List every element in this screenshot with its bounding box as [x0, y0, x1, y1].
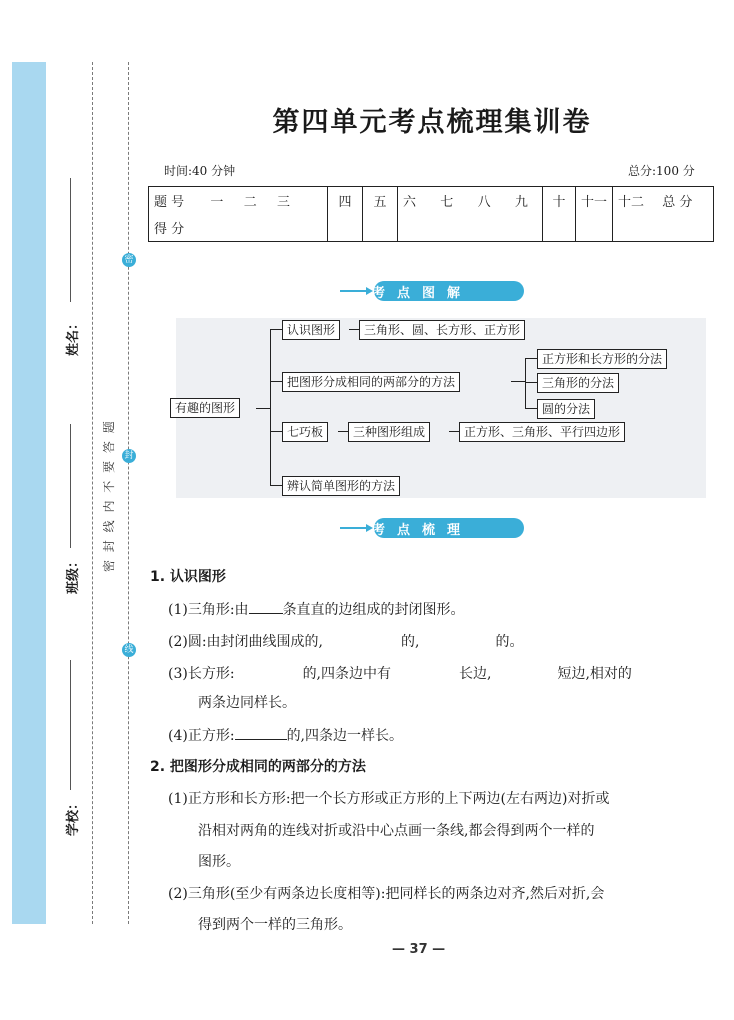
- connector: [270, 431, 282, 432]
- q1-1-text-a: (1)三角形:由: [168, 602, 249, 618]
- connector: [525, 408, 537, 409]
- seal-dashed-line-left: [92, 62, 93, 924]
- branch-recognize-shapes: 认识图形: [282, 320, 340, 340]
- col-5: 五: [363, 187, 398, 215]
- mindmap-root: 有趣的图形: [170, 398, 240, 418]
- split-square-rectangle: 正方形和长方形的分法: [537, 349, 667, 369]
- connector: [338, 431, 348, 432]
- branch-split-methods: 把图形分成相同的两部分的方法: [282, 372, 460, 392]
- branch-identify-method: 辨认简单图形的方法: [282, 476, 400, 496]
- col-8: 八: [477, 195, 491, 210]
- q1-2-text-c: 的。: [495, 634, 524, 650]
- q1-3-text-b: 的,四条边中有: [302, 666, 392, 682]
- col-7: 七: [440, 195, 454, 210]
- question-1-3-cont: 两条边同样长。: [198, 695, 296, 711]
- col-4: 四: [328, 187, 363, 215]
- time-limit: 时间:40 分钟: [164, 164, 236, 178]
- section-2-heading: 2. 把图形分成相同的两部分的方法: [150, 759, 366, 775]
- seal-instruction: 密 封 线 内 不 要 答 题: [102, 419, 116, 572]
- score-cell-total[interactable]: [613, 214, 714, 242]
- q1-3-text-d: 短边,相对的: [557, 666, 632, 682]
- connector: [525, 358, 537, 359]
- connector: [270, 329, 271, 486]
- connector: [525, 382, 537, 383]
- question-1-4: [168, 725, 403, 745]
- score-label-cell: [149, 214, 328, 242]
- review-banner-text: 考点梳理: [372, 523, 473, 538]
- connector: [256, 408, 270, 409]
- connector: [511, 381, 525, 382]
- page-number: — 37 —: [392, 942, 446, 957]
- connector: [525, 358, 526, 408]
- school-field-line: [70, 660, 71, 790]
- col-9: 九: [514, 195, 528, 210]
- answer-blank[interactable]: [235, 725, 287, 740]
- q1-3-text-a: (3)长方形:: [168, 666, 235, 682]
- tangram-shapes: 正方形、三角形、平行四边形: [459, 422, 625, 442]
- method-1-line-1: (1)正方形和长方形:把一个长方形或正方形的上下两边(左右两边)对折或: [168, 791, 610, 807]
- col-2: 二: [243, 195, 257, 210]
- name-label: 姓名：: [66, 316, 81, 356]
- diagram-banner-text: 考点图解: [372, 286, 473, 301]
- branch-recognize-shapes-child: 三角形、圆、长方形、正方形: [359, 320, 525, 340]
- q1-3-text-c: 长边,: [459, 666, 492, 682]
- binding-strip: [12, 62, 46, 924]
- connector: [270, 485, 282, 486]
- split-triangle: 三角形的分法: [537, 373, 619, 393]
- school-label: 学校：: [66, 796, 81, 836]
- answer-blank[interactable]: [249, 599, 283, 614]
- connector: [270, 329, 282, 330]
- seal-mark-3: 线: [122, 643, 136, 657]
- method-1-line-2: 沿相对两角的连线对折或沿中心点画一条线,都会得到两个一样的: [198, 823, 595, 839]
- score-cell-10[interactable]: [543, 214, 576, 242]
- question-1-2: [168, 631, 523, 651]
- seal-dashed-line-right: [128, 62, 129, 924]
- class-field-line: [70, 424, 71, 548]
- question-1-1: [168, 599, 465, 619]
- col-6: 六: [403, 195, 417, 210]
- col-1: 一: [210, 195, 224, 210]
- q1-2-text-a: (2)圆:由封闭曲线围成的,: [168, 634, 323, 650]
- q1-2-text-b: 的,: [401, 634, 420, 650]
- col-12: 十二: [618, 195, 645, 210]
- name-field-line: [70, 178, 71, 302]
- score-label: 得 分: [154, 222, 185, 237]
- branch-tangram: 七巧板: [282, 422, 328, 442]
- class-label: 班级：: [66, 554, 81, 594]
- connector: [449, 431, 459, 432]
- score-cell-11[interactable]: [576, 214, 613, 242]
- seal-mark-1: 密: [122, 253, 136, 267]
- question-number-label: 题 号: [154, 195, 185, 210]
- score-table-row-headers: [149, 187, 714, 215]
- score-cell-5[interactable]: [363, 214, 398, 242]
- tangram-composition: 三种图形组成: [348, 422, 430, 442]
- col-11: 十一: [576, 187, 613, 215]
- connector: [270, 381, 282, 382]
- col-12-total-cell: [613, 187, 714, 215]
- cols-6-9-cell: [398, 187, 543, 215]
- col-total: 总 分: [662, 195, 693, 210]
- col-3: 三: [277, 195, 291, 210]
- score-cell-6-9[interactable]: [398, 214, 543, 242]
- split-circle: 圆的分法: [537, 399, 595, 419]
- score-cell-4[interactable]: [328, 214, 363, 242]
- col-10: 十: [543, 187, 576, 215]
- q1-4-text-b: 的,四条边一样长。: [286, 728, 404, 744]
- page-title: 第四单元考点梳理集训卷: [272, 107, 592, 138]
- q1-1-text-b: 条直直的边组成的封闭图形。: [282, 602, 465, 618]
- q1-4-text-a: (4)正方形:: [168, 728, 235, 744]
- score-table-row-scores: [149, 214, 714, 242]
- question-1-3: [168, 663, 632, 683]
- score-table: [148, 186, 714, 242]
- total-score: 总分:100 分: [628, 164, 695, 178]
- seal-mark-2: 封: [122, 449, 136, 463]
- method-2-line-1: (2)三角形(至少有两条边长度相等):把同样长的两条边对齐,然后对折,会: [168, 886, 605, 902]
- method-2-line-2: 得到两个一样的三角形。: [198, 917, 352, 933]
- question-number-cell: [149, 187, 328, 215]
- method-1-line-3: 图形。: [198, 854, 240, 870]
- section-1-heading: 1. 认识图形: [150, 569, 226, 585]
- connector: [349, 329, 359, 330]
